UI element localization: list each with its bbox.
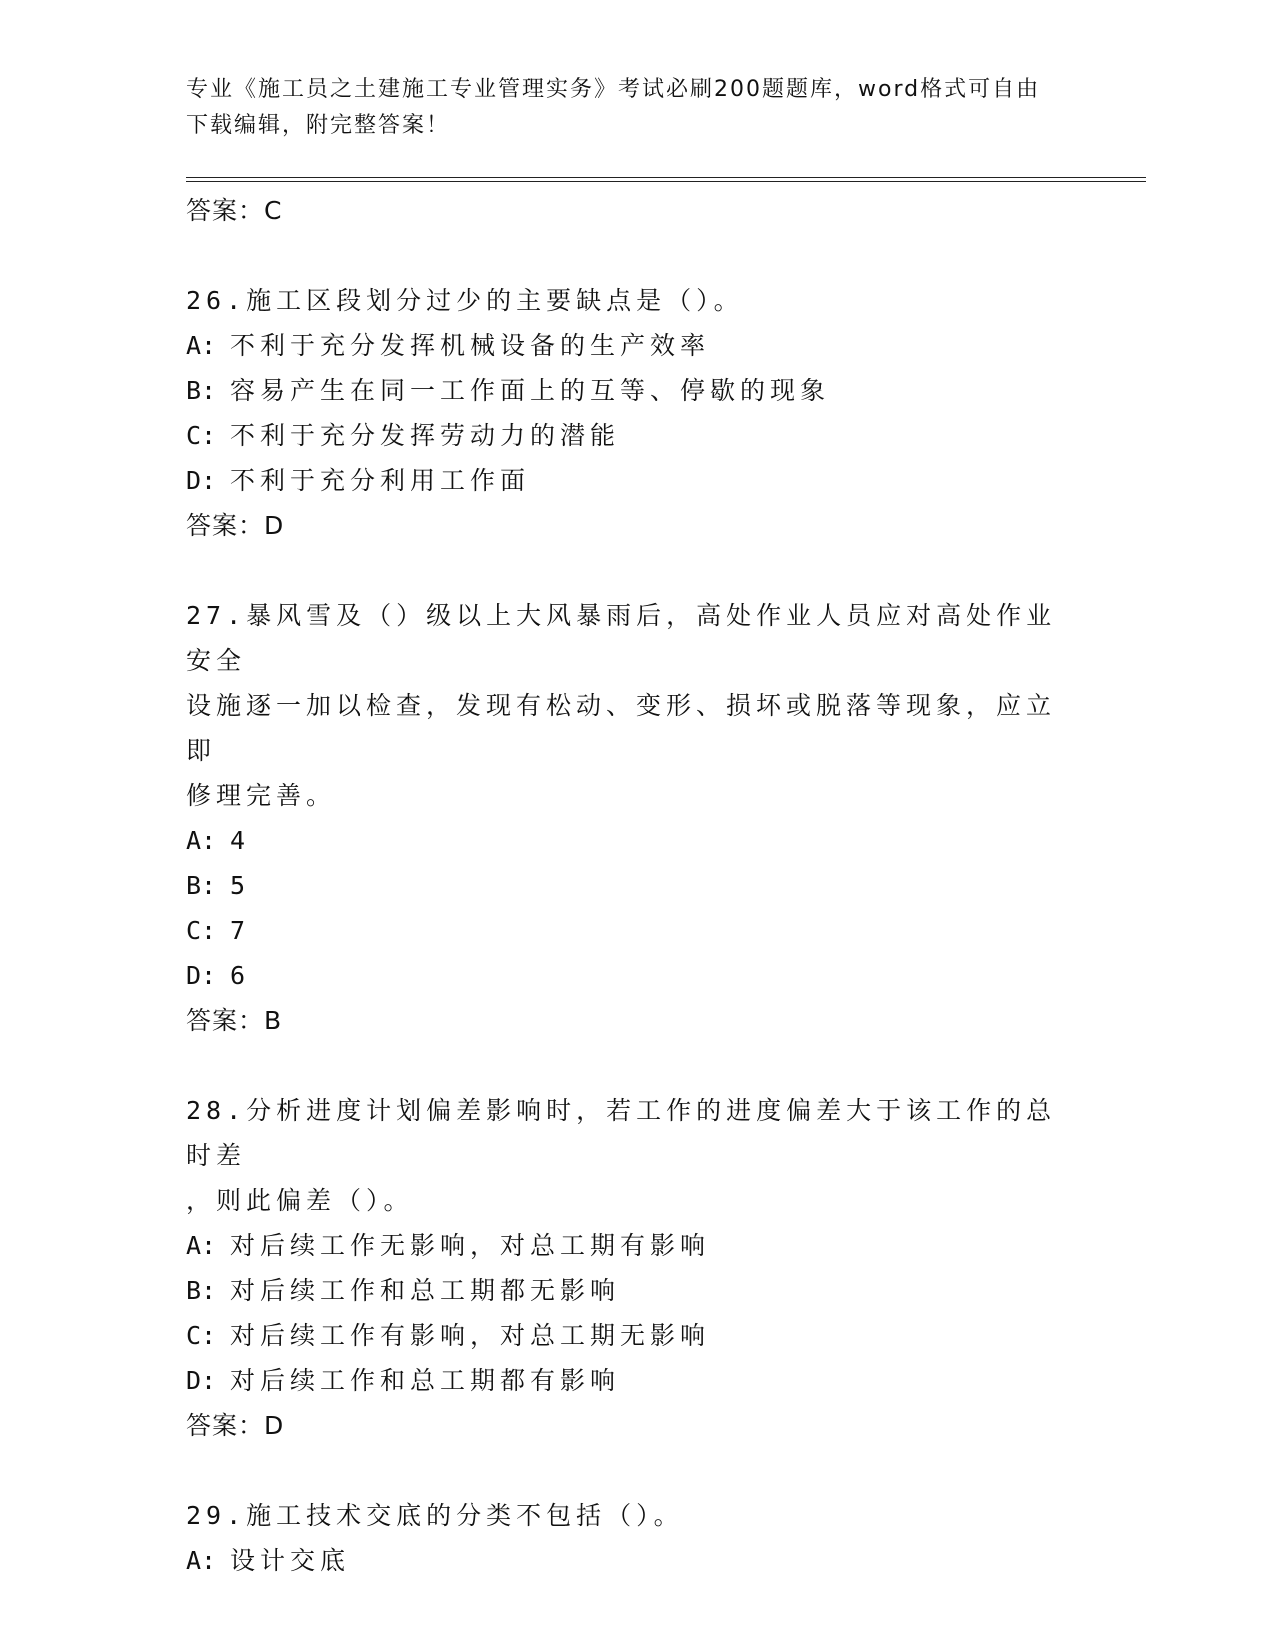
option-b	[186, 368, 1086, 413]
option-d	[186, 953, 1086, 998]
option-letter: B:	[186, 376, 217, 405]
option-a	[186, 323, 1086, 368]
option-text: 7	[230, 916, 251, 945]
option-text: 6	[230, 961, 251, 990]
option-text: 不利于充分发挥机械设备的生产效率	[230, 331, 711, 360]
question-line: 26.施工区段划分过少的主要缺点是（）。	[186, 286, 744, 315]
header-line-2: 下载编辑，附完整答案！	[186, 113, 451, 138]
option-text: 4	[230, 826, 251, 855]
option-text: 不利于充分利用工作面	[230, 466, 531, 495]
question-line: 28.分析进度计划偏差影响时，若工作的进度偏差大于该工作的总时差	[186, 1096, 1057, 1170]
question-line: ，则此偏差（）。	[186, 1186, 414, 1215]
spacer	[186, 548, 1086, 593]
question-text	[186, 1088, 1066, 1223]
option-letter: D:	[186, 1366, 217, 1395]
question-item	[186, 593, 1086, 1088]
option-a	[186, 818, 1086, 863]
question-text	[186, 593, 1066, 818]
question-line: 27.暴风雪及（）级以上大风暴雨后，高处作业人员应对高处作业安全	[186, 601, 1057, 675]
answer-line: 答案：D	[186, 511, 285, 540]
option-letter: A:	[186, 331, 217, 360]
option-text: 对后续工作无影响，对总工期有影响	[230, 1231, 711, 1260]
option-letter: B:	[186, 871, 217, 900]
option-text: 设计交底	[230, 1546, 351, 1575]
question-item	[186, 1088, 1086, 1493]
header-line-1: 专业《施工员之土建施工专业管理实务》考试必刷200题题库，word格式可自由	[186, 77, 1041, 102]
option-text: 对后续工作和总工期都无影响	[230, 1276, 621, 1305]
answer-line: 答案：D	[186, 1411, 285, 1440]
option-c	[186, 413, 1086, 458]
option-text: 容易产生在同一工作面上的互等、停歇的现象	[230, 376, 831, 405]
question-item	[186, 278, 1086, 593]
spacer	[186, 1448, 1086, 1493]
option-d	[186, 458, 1086, 503]
option-text: 5	[230, 871, 251, 900]
option-text: 对后续工作有影响，对总工期无影响	[230, 1321, 711, 1350]
previous-answer: 答案：C	[186, 196, 283, 225]
option-letter: A:	[186, 826, 217, 855]
spacer	[186, 1043, 1086, 1088]
answer-line: 答案：B	[186, 1006, 283, 1035]
option-d	[186, 1358, 1086, 1403]
question-line: 修理完善。	[186, 781, 337, 810]
option-letter: A:	[186, 1546, 217, 1575]
option-b	[186, 863, 1086, 908]
option-letter: C:	[186, 1321, 217, 1350]
spacer	[186, 233, 1086, 278]
option-c	[186, 908, 1086, 953]
option-a	[186, 1223, 1086, 1268]
question-item	[186, 1493, 1086, 1583]
header-divider	[186, 177, 1146, 182]
option-text: 对后续工作和总工期都有影响	[230, 1366, 621, 1395]
document-header	[186, 72, 1066, 144]
question-text	[186, 1493, 1066, 1538]
option-text: 不利于充分发挥劳动力的潜能	[230, 421, 621, 450]
option-letter: D:	[186, 961, 217, 990]
option-letter: C:	[186, 916, 217, 945]
option-letter: D:	[186, 466, 217, 495]
question-line: 设施逐一加以检查，发现有松动、变形、损坏或脱落等现象，应立即	[186, 691, 1057, 765]
option-letter: C:	[186, 421, 217, 450]
option-c	[186, 1313, 1086, 1358]
question-line: 29.施工技术交底的分类不包括（）。	[186, 1501, 684, 1530]
option-a	[186, 1538, 1086, 1583]
option-letter: A:	[186, 1231, 217, 1260]
option-letter: B:	[186, 1276, 217, 1305]
question-list	[186, 188, 1086, 1583]
question-text	[186, 278, 1066, 323]
option-b	[186, 1268, 1086, 1313]
